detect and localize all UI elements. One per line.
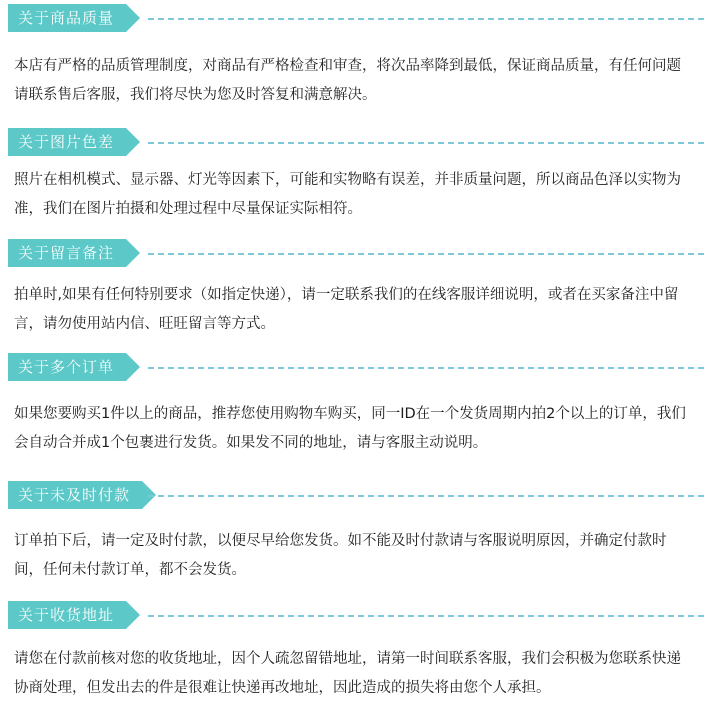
section-header <box>0 124 708 158</box>
section-product-quality <box>0 0 708 103</box>
dashed-divider <box>148 142 704 144</box>
section-header <box>0 597 708 631</box>
section-header <box>0 477 708 511</box>
section-body: 请您在付款前核对您的收货地址，因个人疏忽留错地址，请第一时间联系客服，我们会积极为您联系快递协商处理，但发出去的件是很难让快递再改地址，因此造成的损失将由您个人承担。 <box>14 651 681 696</box>
dashed-divider <box>148 615 704 617</box>
section-title-tab: 关于留言备注 <box>8 239 126 267</box>
dashed-divider <box>148 18 704 20</box>
section-title-tab: 关于商品质量 <box>8 4 126 32</box>
section-shipping-address <box>0 597 708 696</box>
section-header <box>0 0 708 34</box>
section-image-color-difference <box>0 124 708 217</box>
section-title-tab: 关于收货地址 <box>8 601 126 629</box>
section-late-payment <box>0 477 708 578</box>
dashed-divider <box>148 495 704 497</box>
section-title-tab: 关于多个订单 <box>8 353 126 381</box>
section-title-tab: 关于图片色差 <box>8 128 126 156</box>
section-body: 订单拍下后，请一定及时付款，以便尽早给您发货。如不能及时付款请与客服说明原因，并确定付款时间，任何未付款订单，都不会发货。 <box>14 533 667 578</box>
section-header <box>0 235 708 269</box>
section-order-notes <box>0 235 708 332</box>
section-body: 本店有严格的品质管理制度，对商品有严格检查和审查，将次品率降到最低，保证商品质量，有任何问题请联系售后客服，我们将尽快为您及时答复和满意解决。 <box>14 58 681 103</box>
section-title-tab: 关于未及时付款 <box>8 481 142 509</box>
section-multiple-orders <box>0 349 708 451</box>
section-body: 照片在相机模式、显示器、灯光等因素下，可能和实物略有误差，并非质量问题，所以商品色泽以实物为准，我们在图片拍摄和处理过程中尽量保证实际相符。 <box>14 172 681 217</box>
dashed-divider <box>148 253 704 255</box>
section-header <box>0 349 708 383</box>
section-body: 拍单时,如果有任何特别要求（如指定快递），请一定联系我们的在线客服详细说明，或者在买家备注中留言，请勿使用站内信、旺旺留言等方式。 <box>14 287 679 332</box>
dashed-divider <box>148 367 704 369</box>
section-body: 如果您要购买1件以上的商品，推荐您使用购物车购买，同一ID在一个发货周期内拍2个以上的订单，我们会自动合并成1个包裹进行发货。如果发不同的地址，请与客服主动说明。 <box>14 406 686 451</box>
